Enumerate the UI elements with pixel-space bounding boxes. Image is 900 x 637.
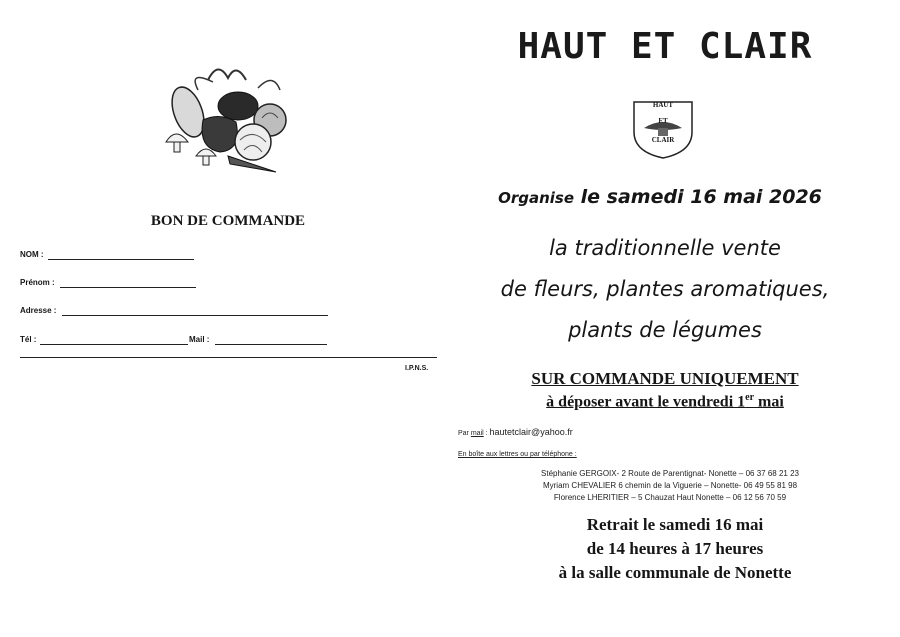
first-name-field[interactable] — [60, 287, 196, 288]
order-deadline — [470, 392, 860, 411]
logo-text-clair: CLAIR — [651, 136, 675, 144]
contact-line: Stéphanie GERGOIX- 2 Route de Parentignat- Nonette – 06 37 68 21 23 — [541, 469, 799, 478]
phone-field[interactable] — [40, 344, 188, 345]
mail-address-link[interactable]: hautetclair@yahoo.fr — [489, 427, 573, 437]
event-announcement — [480, 186, 840, 208]
contact-line: Myriam CHEVALIER 6 chemin de la Viguerie – Nonette- 06 49 55 81 98 — [542, 481, 798, 490]
name-label: NOM : — [20, 250, 44, 259]
event-date: 16 mai 2026 — [690, 186, 822, 208]
event-le-samedi: le samedi — [580, 186, 684, 208]
description-line: plants de légumes — [568, 318, 762, 342]
deadline-superscript: er — [745, 392, 755, 403]
mail-label: Mail : — [189, 335, 210, 344]
mail-colon: : — [483, 430, 490, 437]
brand-title: HAUT ET CLAIR — [517, 26, 813, 67]
logo-text-haut: HAUT — [652, 101, 674, 109]
deadline-text: à déposer avant le vendredi 1 — [546, 393, 746, 411]
mail-prefix: Par — [458, 430, 471, 437]
pickup-line: Retrait le samedi 16 mai — [586, 515, 764, 534]
mail-contact — [458, 427, 573, 437]
deadline-month: mai — [754, 393, 784, 411]
contact-line: Florence LHERITIER – 5 Chauzat Haut Nonette – 06 12 56 70 59 — [553, 493, 787, 502]
name-field[interactable] — [48, 259, 194, 260]
logo-text-et: ET — [658, 117, 668, 125]
mail-field[interactable] — [215, 344, 327, 345]
mailbox-phone-label: En boîte aux lettres ou par téléphone : — [458, 451, 577, 458]
pickup-line: à la salle communale de Nonette — [558, 563, 792, 582]
first-name-label: Prénom : — [20, 278, 55, 287]
address-label: Adresse : — [20, 306, 57, 315]
description-line: la traditionnelle vente — [549, 236, 781, 260]
phone-label: Tél : — [20, 335, 37, 344]
order-only-heading: SUR COMMANDE UNIQUEMENT — [531, 369, 799, 388]
form-bottom-rule — [20, 357, 437, 358]
description-line: de fleurs, plantes aromatiques, — [500, 277, 830, 301]
order-form-title: BON DE COMMANDE — [150, 213, 306, 229]
pickup-line: de 14 heures à 17 heures — [586, 539, 764, 558]
event-organise: Organise — [498, 189, 575, 207]
association-logo — [630, 98, 696, 160]
mail-word: mail — [470, 430, 484, 437]
address-field[interactable] — [62, 315, 328, 316]
ipns-mention: I.P.N.S. — [405, 365, 429, 372]
vegetables-illustration — [158, 60, 298, 178]
